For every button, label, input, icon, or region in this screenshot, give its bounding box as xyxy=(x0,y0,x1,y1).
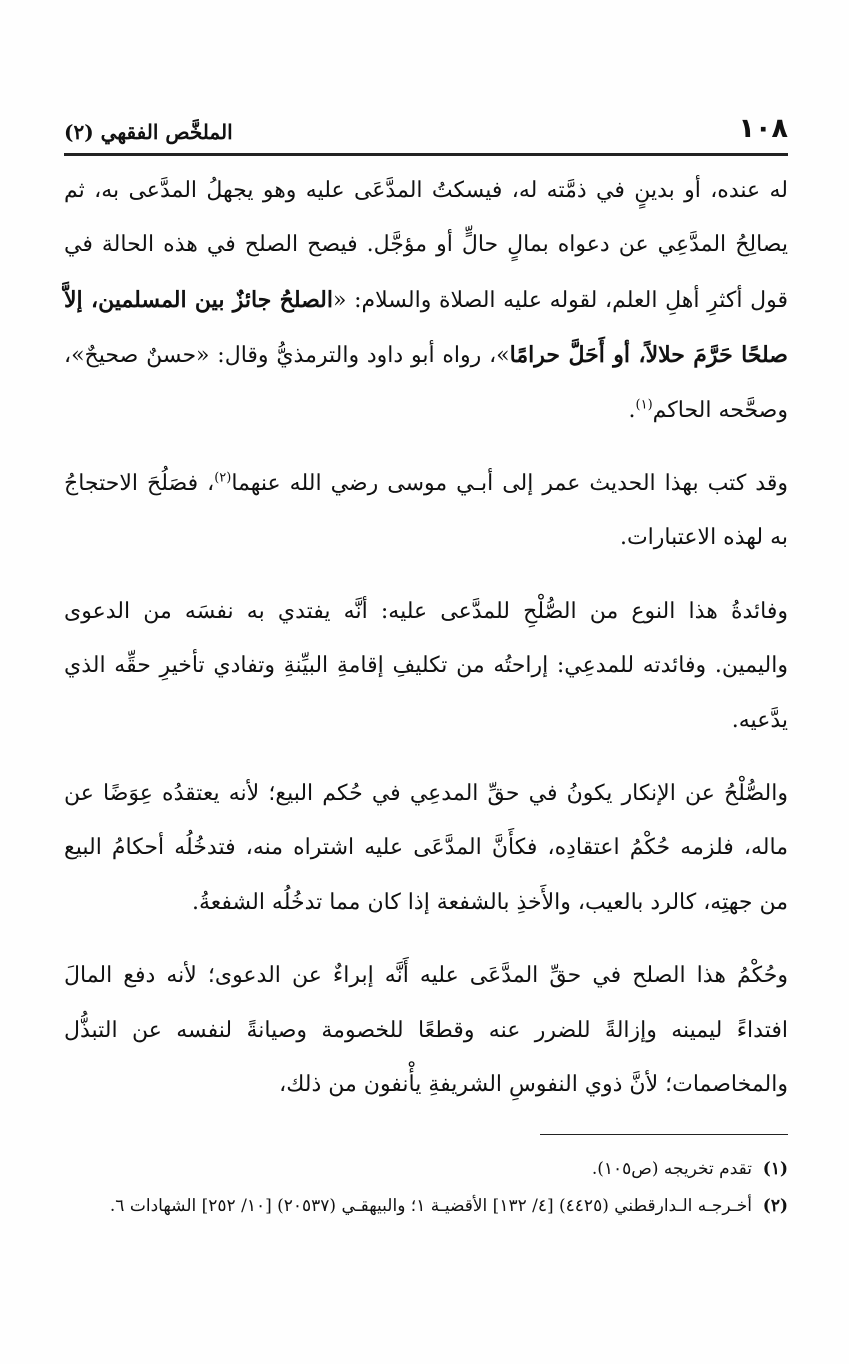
footnote-number: (١) xyxy=(762,1158,788,1179)
paragraph-2-text-b: ، فصَلُحَ الاحتجاجُ به لهذه الاعتبارات. xyxy=(64,471,788,551)
paragraph-3: وفائدةُ هذا النوع من الصُّلْحِ للمدَّعى عليه: أنَّه يفتدي به نفسَه من الدعوى واليمين. وفائدته للمدعِي: إراحتُه من تكليفِ إقامةِ البيِّنةِ وتفادي تأخيرِ حقِّه الذي يدَّعيه. xyxy=(64,598,788,733)
footnote-text: تقدم تخريجه (ص١٠٥). xyxy=(591,1158,752,1179)
footnote-text: أخـرجـه الـدارقطني (٤٤٢٥) [٤/ ١٣٢] الأقضيـة ١؛ والبيهقـي (٢٠٥٣٧) [١٠/ ٢٥٢] الشهادات ٦. xyxy=(109,1195,752,1216)
paragraph-1-text-b: »، رواه أبو داود والترمذيُّ وقال: «حسنٌ صحيحٌ»، وصحَّحه الحاكم xyxy=(64,343,788,423)
footnote-ref-1: (١) xyxy=(635,397,653,413)
book-title: الملخَّص الفقهي (٢) xyxy=(64,120,233,144)
paragraph-1-text-a: له عنده، أو بدينٍ في ذمَّته له، فيسكتُ المدَّعَى عليه وهو يجهلُ المدَّعى به، ثم يصالِحُ المدَّعِي عن دعواه بمالٍ حالٍّ أو مؤجَّل. فيصح الصلح في هذه الحالة في قول أكثرِ أهلِ العلم، لقوله عليه الصلاة والسلام: « xyxy=(64,178,788,313)
page-content xyxy=(64,108,788,1227)
footnote-1 xyxy=(64,1153,788,1186)
header-rule xyxy=(64,153,788,156)
hadith-text: الصلحُ جائزٌ بين المسلمين، إلاَّ صلحًا حَرَّمَ حلالاً، أو أَحَلَّ حرامًا xyxy=(64,286,788,369)
paragraph-4: والصُّلْحُ عن الإنكار يكونُ في حقِّ المدعِي في حُكم البيع؛ لأنه يعتقدُه عِوَضًا عن ماله، فلزمه حُكْمُ اعتقادِه، فكأَنَّ المدَّعَى عليه اشتراه منه، فتدخُلُه أحكامُ البيع من جهتِه، كالرد بالعيب، والأَخذِ بالشفعة إذا كان مما تدخُلُه الشفعةُ. xyxy=(64,781,788,915)
footnote-ref-2: (٢) xyxy=(214,470,232,486)
running-header xyxy=(64,108,788,144)
paragraph-1-text-c: . xyxy=(628,397,636,423)
paragraph-2-text-a: وقد كتب بهذا الحديث عمر إلى أبـي موسى رضي الله عنهما xyxy=(231,471,788,497)
main-text xyxy=(64,164,788,1113)
footnote-2 xyxy=(64,1190,788,1223)
footnote-number: (٢) xyxy=(762,1195,788,1216)
footnote-rule xyxy=(540,1134,788,1135)
page-number: ١٠٨ xyxy=(738,113,788,144)
paragraph-2 xyxy=(64,457,788,566)
paragraph-1 xyxy=(64,164,788,438)
paragraph-5: وحُكْمُ هذا الصلح في حقِّ المدَّعَى عليه أَنَّه إبراءٌ عن الدعوى؛ لأنه دفع المالَ افتداءً ليمينه وإزالةً للضرر عنه وقطعًا للخصومة وصيانةً لنفسه عن التبذُّل والمخاصمات؛ لأنَّ ذوي النفوسِ الشريفةِ يأْنفون من ذلك، xyxy=(64,963,788,1098)
footnotes xyxy=(64,1153,788,1223)
